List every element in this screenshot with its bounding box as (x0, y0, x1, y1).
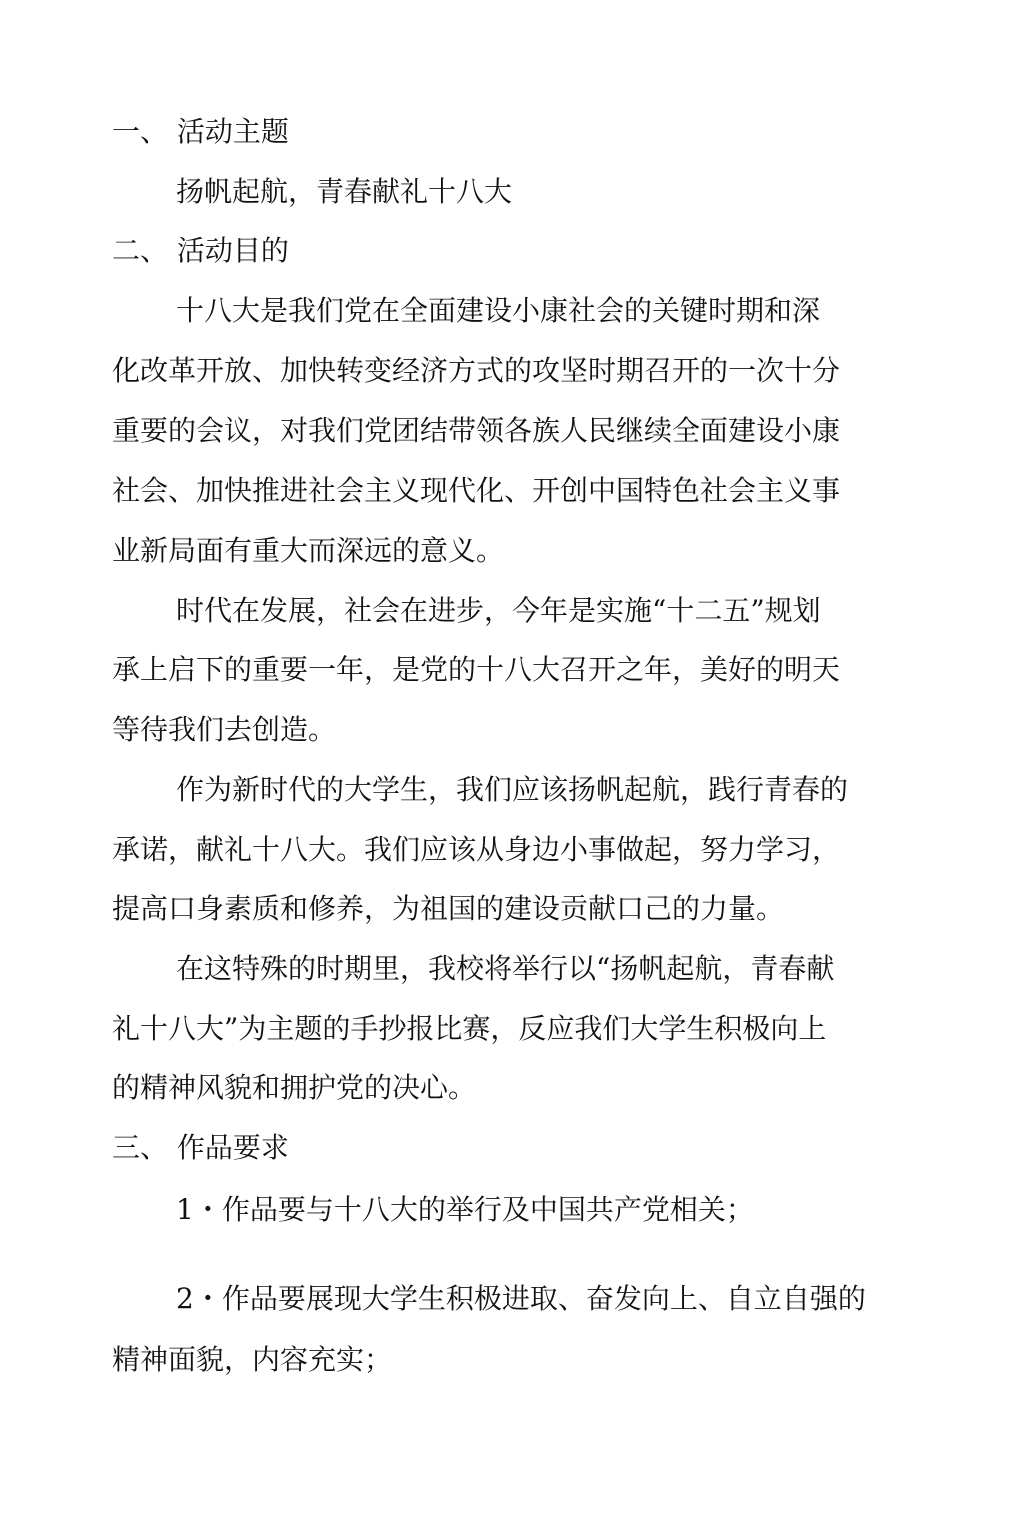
requirement-2-line-1: 2・作品要展现大学生积极进取、奋发向上、自立自强的 (176, 1282, 866, 1315)
section-heading-requirements: 三、 作品要求 (112, 1131, 289, 1164)
purpose-paragraph-1-line-5: 业新局面有重大而深远的意义。 (112, 534, 505, 567)
requirement-2-line-2: 精神面貌，内容充实； (112, 1343, 393, 1376)
purpose-paragraph-3-line-2: 承诺，献礼十八大。我们应该从身边小事做起，努力学习， (112, 833, 841, 866)
section-heading-theme: 一、 活动主题 (112, 115, 289, 148)
purpose-paragraph-1-line-3: 重要的会议，对我们党团结带领各族人民继续全面建设小康 (112, 414, 841, 447)
theme-text: 扬帆起航，青春献礼十八大 (176, 175, 513, 208)
purpose-paragraph-2-line-3: 等待我们去创造。 (112, 713, 337, 746)
purpose-paragraph-2-line-2: 承上启下的重要一年，是党的十八大召开之年，美好的明天 (112, 653, 841, 686)
requirement-1: 1・作品要与十八大的举行及中国共产党相关； (176, 1193, 754, 1226)
purpose-paragraph-1-line-2: 化改革开放、加快转变经济方式的攻坚时期召开的一次十分 (112, 354, 841, 387)
purpose-paragraph-2-line-1: 时代在发展，社会在进步，今年是实施“十二五”规划 (176, 594, 821, 627)
purpose-paragraph-4-line-3: 的精神风貌和拥护党的决心。 (112, 1071, 477, 1104)
section-heading-purpose: 二、 活动目的 (112, 234, 289, 267)
purpose-paragraph-1-line-4: 社会、加快推进社会主义现代化、开创中国特色社会主义事 (112, 474, 841, 507)
purpose-paragraph-3-line-1: 作为新时代的大学生，我们应该扬帆起航，践行青春的 (176, 773, 849, 806)
purpose-paragraph-4-line-1: 在这特殊的时期里，我校将举行以“扬帆起航，青春献 (176, 952, 835, 985)
purpose-paragraph-3-line-3: 提高口身素质和修养，为祖国的建设贡献口己的力量。 (112, 892, 785, 925)
purpose-paragraph-4-line-2: 礼十八大”为主题的手抄报比赛，反应我们大学生积极向上 (112, 1012, 827, 1045)
purpose-paragraph-1-line-1: 十八大是我们党在全面建设小康社会的关键时期和深 (176, 294, 821, 327)
